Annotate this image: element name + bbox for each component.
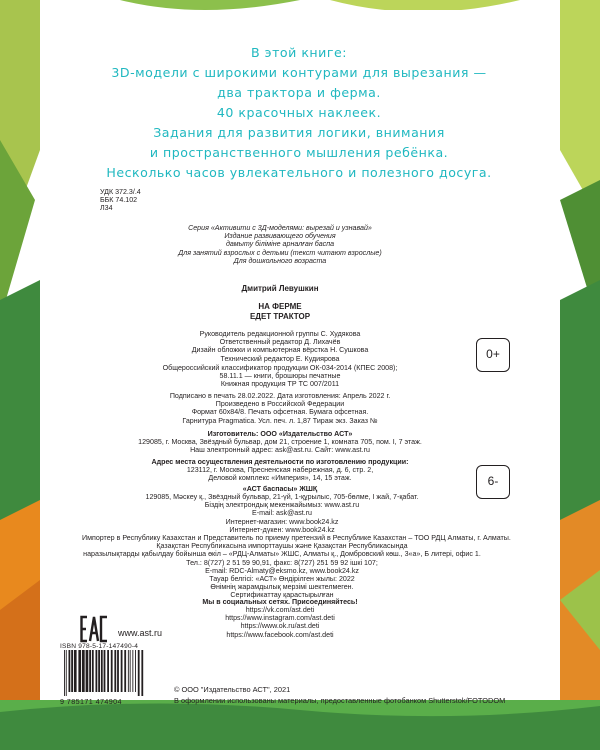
promo-line: 40 красочных наклеек. — [216, 105, 382, 120]
series-line: Издание развивающего обучения — [224, 232, 336, 241]
print-line: Произведено в Российской Федерации — [215, 400, 345, 409]
classifier-line: 58.11.1 — книги, брошюры печатные — [219, 372, 341, 381]
barcode-bar — [124, 650, 126, 692]
print-line: Подписано в печать 28.02.2022. Дата изготовления: Апрель 2022 г. — [169, 392, 391, 400]
kz-line: наразылықтарды қабылдау бойынша өкіл – «РДЦ-Алматы» ЖШС, Алматы қ., Домбровский көш., 3«а», Б литері, офис 1. — [83, 550, 481, 559]
credits-block — [150, 330, 410, 363]
social-link: https://www.ok.ru/ast.deti — [240, 622, 320, 631]
maker-line: Наш электронный адрес: ask@ast.ru. Сайт: www.ast.ru — [190, 446, 370, 455]
title-line: ЕДЕТ ТРАКТОР — [249, 311, 311, 321]
series-line: дамыту біліміне арналған баспа — [225, 240, 335, 249]
promo-text — [42, 43, 556, 183]
promo-line: два трактора и ферма. — [217, 85, 381, 100]
kz-label: «АСТ баспасы» ЖШҚ — [242, 485, 318, 493]
barcode-bar — [107, 650, 109, 692]
kz-line: Интернет-магазин: www.book24.kz — [225, 517, 339, 526]
promo-line: Несколько часов увлекательного и полезного досуга. — [106, 165, 492, 180]
social-label: Мы в социальных сетях. Присоединяйтесь! — [202, 598, 358, 606]
udk-line: ББК 74.102 — [100, 196, 138, 205]
barcode-bar — [141, 650, 143, 696]
classifier-block — [150, 364, 410, 389]
barcode-bar — [89, 650, 91, 692]
promo-line: 3D-модели с широкими контурами для вырезания — — [111, 65, 487, 80]
site-url: www.ast.ru — [118, 628, 163, 638]
kz-line: Біздің электрондық мекенжайымыз: www.ast.ru — [204, 501, 360, 510]
barcode-bar — [98, 650, 100, 692]
kz-line: E-mail: ask@ast.ru — [251, 509, 313, 518]
barcode-bar — [111, 650, 113, 692]
address-line: 123112, г. Москва, Пресненская набережная, д. 6, стр. 2, — [186, 466, 374, 474]
kz-line: 129085, Мәскеу қ., Звёздный бульвар, 21-үй, 1-құрылыс, 705-бөлме, I жай, 7-қабат. — [145, 493, 419, 501]
kz-line: Өнімнің жарамдылық мерзімі шектелмеген. — [210, 583, 354, 592]
barcode-bar — [82, 650, 85, 692]
barcode-bar — [130, 650, 131, 692]
isbn: ISBN 978-5-17-147490-4 — [60, 643, 139, 650]
barcode-bar — [117, 650, 119, 692]
udk-block — [100, 188, 141, 213]
barcode-bar — [101, 650, 103, 692]
barcode — [60, 650, 172, 696]
barcode-bar — [78, 650, 81, 692]
address-line: Деловой комплекс «Империя», 14, 15 этаж. — [208, 474, 352, 483]
barcode-bar — [135, 650, 136, 692]
print-block — [150, 392, 410, 425]
promo-line: и пространственного мышления ребёнка. — [149, 145, 449, 160]
barcode-bar — [132, 650, 133, 692]
kz-line: Сертификаттау қарастырылған — [230, 591, 334, 600]
social-link: https://vk.com/ast.deti — [245, 606, 315, 614]
maker-label: Изготовитель: ООО «Издательство АСТ» — [207, 430, 353, 438]
social-link: https://www.facebook.com/ast.deti — [226, 630, 334, 639]
barcode-bar — [74, 650, 77, 692]
classifier-line: Общероссийский классификатор продукции ОК-034-2014 (КПЕС 2008); — [162, 364, 398, 372]
eac-mark-icon — [80, 614, 108, 644]
barcode-bar — [64, 650, 65, 696]
credit-line: Дизайн обложки и компьютерная вёрстка Н. Сушкова — [191, 346, 369, 355]
promo-line: Задания для развития логики, внимания — [153, 125, 445, 140]
series-line: Серия «Активити с 3Д-моделями: вырезай и узнавай» — [188, 224, 372, 232]
series-line: Для дошкольного возраста — [233, 256, 327, 265]
barcode-bar — [86, 650, 89, 692]
classifier-line: Книжная продукция ТР ТС 007/2011 — [220, 380, 340, 389]
barcode-bar — [66, 650, 67, 696]
kz-line: Қазақстан Республикасына импорттаушы және Қазақстан Республикасында — [156, 542, 408, 551]
address-block — [150, 466, 410, 482]
kz-line: Тауар белгісі: «АСТ» Өндірілген жылы: 2022 — [209, 575, 355, 584]
kz-line: Тел.: 8(727) 2 51 59 90,91, факс: 8(727) 251 59 92 ішкі 107; — [186, 558, 378, 567]
author: Дмитрий Левушкин — [241, 284, 319, 293]
maker-block — [100, 438, 460, 454]
barcode-bar — [138, 650, 140, 696]
book-title — [150, 302, 410, 321]
photo-credit: В оформлении использованы материалы, предоставленные фотобанком Shutterstok/FOTODOM — [174, 696, 506, 705]
copyright: © ООО "Издательство АСТ", 2021 — [174, 685, 291, 694]
print-line: Гарнитура Pragmatica. Усл. печ. л. 1,87 Тираж экз. Заказ № — [182, 416, 378, 425]
credit-line: Технический редактор Е. Кудиярова — [220, 354, 340, 363]
barcode-bar — [69, 650, 71, 692]
maker-line: 129085, г. Москва, Звёздный бульвар, дом 21, строение 1, комната 705, пом. I, 7 этаж. — [138, 438, 422, 446]
credit-line: Ответственный редактор Д. Лихачёв — [219, 338, 341, 347]
kz-line: E-mail: RDC-Almaty@eksmo.kz, www.book24.kz — [205, 566, 359, 575]
address-label: Адрес места осуществления деятельности по изготовлению продукции: — [151, 458, 409, 466]
title-line: НА ФЕРМЕ — [258, 302, 302, 311]
kz-line: Импортер в Республику Казахстан и Представитель по приему претензий в Республике Казахстан – ТОО РДЦ Алматы, г. Алматы. — [82, 534, 511, 543]
barcode-bar — [114, 650, 116, 692]
promo-line: В этой книге: — [251, 45, 347, 60]
social-link: https://www.instagram.com/ast.deti — [225, 614, 335, 623]
social-links — [150, 606, 410, 639]
udk-line: Л34 — [100, 204, 113, 213]
barcode-bar — [96, 650, 98, 692]
kz-block — [82, 493, 511, 600]
barcode-bar — [104, 650, 106, 692]
barcode-bar — [128, 650, 129, 692]
credit-line: Руководитель редакционной группы С. Худякова — [199, 330, 361, 338]
age-rating-badge: 0+ — [476, 338, 510, 372]
barcode-digits: 9 785171 474904 — [60, 697, 122, 706]
age-rating-badge-secondary: 6- — [476, 465, 510, 499]
barcode-bar — [92, 650, 94, 692]
kz-line: Интернет-дүкен: www.book24.kz — [229, 525, 335, 534]
series-block — [150, 224, 410, 265]
print-line: Формат 60x84/8. Печать офсетная. Бумага офсетная. — [191, 408, 369, 417]
barcode-bar — [71, 650, 73, 692]
udk-line: УДК 372.3/.4 — [100, 188, 141, 196]
series-line: Для занятий взрослых с детьми (текст читают взрослые) — [178, 248, 382, 257]
barcode-bar — [121, 650, 123, 692]
